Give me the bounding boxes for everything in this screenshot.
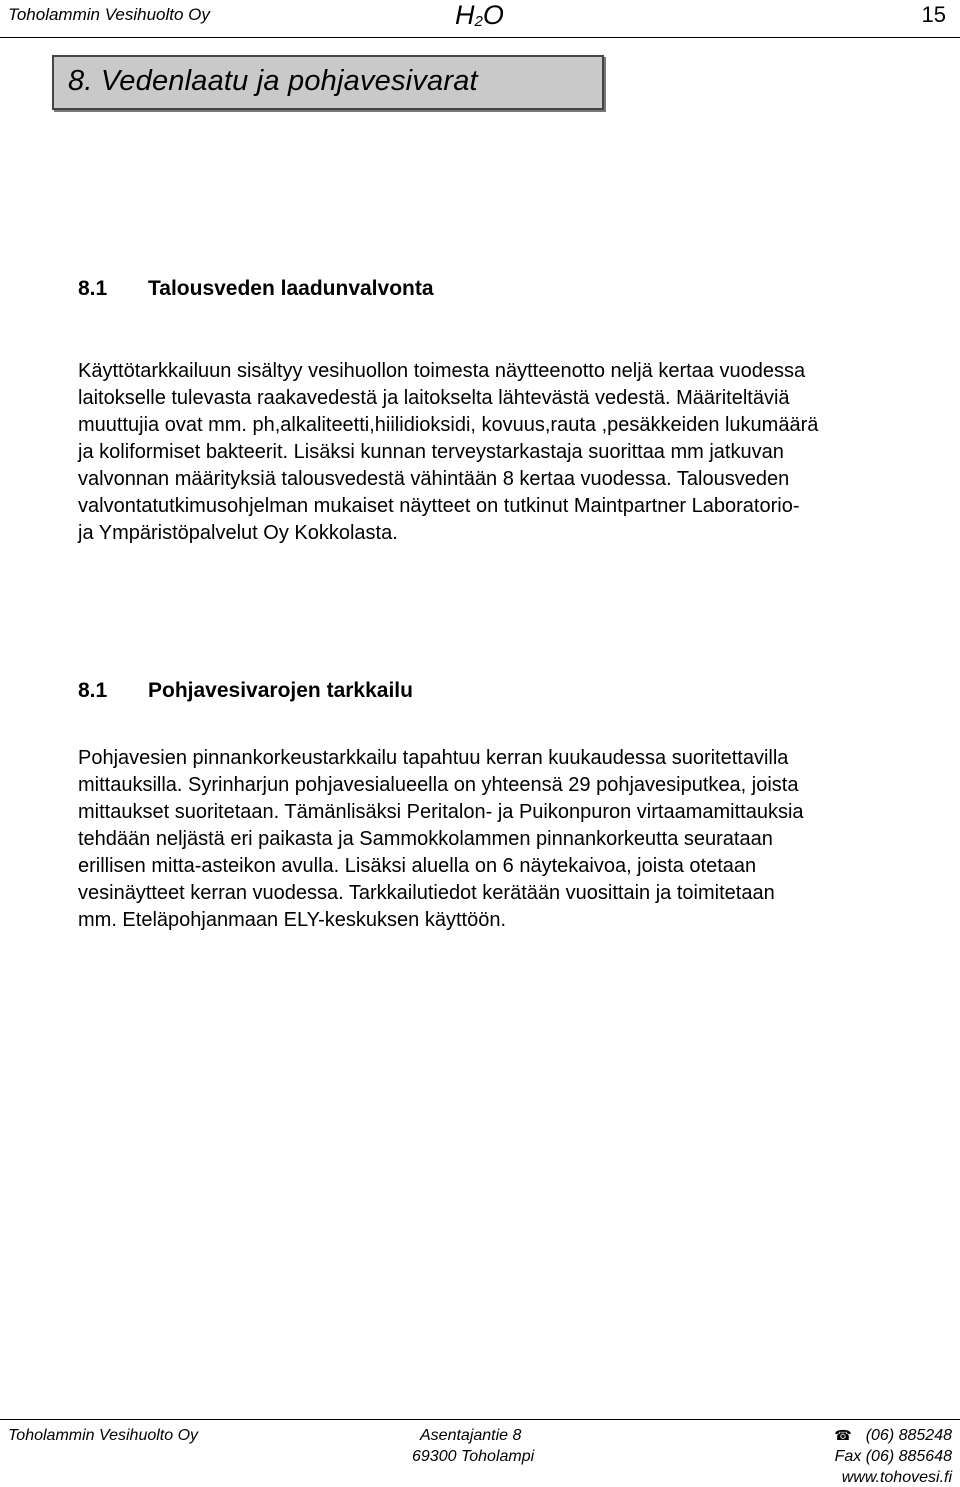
footer-fax: Fax (06) 885648 <box>834 1448 952 1465</box>
phone-icon: ☎ <box>834 1427 852 1443</box>
paragraph-groundwater <box>78 745 942 934</box>
paragraph-line: ja Ympäristöpalvelut Oy Kokkolasta. <box>78 522 398 544</box>
paragraph-line: mm. Eteläpohjanmaan ELY-keskuksen käyttöön. <box>78 909 507 931</box>
chapter-title: 8. Vedenlaatu ja pohjavesivarat <box>68 65 478 97</box>
footer-phone-number: (06) 885248 <box>865 1427 952 1444</box>
formula-o: O <box>482 0 504 30</box>
page-number: 15 <box>921 2 946 27</box>
footer-street: Asentajantie 8 <box>420 1427 522 1444</box>
section-heading-water-quality <box>78 277 434 301</box>
section-number: 8.1 <box>78 277 108 300</box>
section-heading-groundwater <box>78 679 413 703</box>
paragraph-line: ja koliformiset bakteerit. Lisäksi kunnan terveystarkastaja suorittaa mm jatkuvan <box>78 441 784 463</box>
paragraph-line: mittaukset suoritetaan. Tämänlisäksi Peritalon- ja Puikonpuron virtaamamittauksia <box>78 801 804 823</box>
paragraph-line: muuttujia ovat mm. ph,alkaliteetti,hiilidioksidi, kovuus,rauta ,pesäkkeiden lukumäärä <box>78 414 819 436</box>
formula-subscript: 2 <box>474 13 483 30</box>
header-divider <box>0 37 960 38</box>
header-company: Toholammin Vesihuolto Oy <box>8 5 210 24</box>
paragraph-water-quality <box>78 358 942 547</box>
paragraph-line: erillisen mitta-asteikon avulla. Lisäksi aluella on 6 näytekaivoa, joista otetaan <box>78 855 757 877</box>
chapter-title-box <box>52 55 604 110</box>
formula-h: H <box>455 0 475 30</box>
paragraph-line: laitokselle tulevasta raakavedestä ja laitokselta lähtevästä vedestä. Määriteltäviä <box>78 387 790 409</box>
footer-website-link[interactable]: www.tohovesi.fi <box>841 1469 952 1486</box>
paragraph-line: valvonnan määrityksiä talousvedestä vähintään 8 kertaa vuodessa. Talousveden <box>78 468 790 490</box>
section-number: 8.1 <box>78 679 108 702</box>
section-title: Pohjavesivarojen tarkkailu <box>148 679 413 702</box>
footer-company: Toholammin Vesihuolto Oy <box>8 1427 199 1444</box>
paragraph-line: Pohjavesien pinnankorkeustarkkailu tapahtuu kerran kuukaudessa suoritettavilla <box>78 747 789 769</box>
paragraph-line: tehdään neljästä eri paikasta ja Sammokkolammen pinnankorkeutta seurataan <box>78 828 773 850</box>
paragraph-line: vesinäytteet kerran vuodessa. Tarkkailutiedot kerätään vuosittain ja toimitetaan <box>78 882 775 904</box>
header-formula <box>455 0 504 31</box>
footer-divider <box>0 1419 960 1420</box>
footer-phone <box>834 1427 952 1445</box>
section-title: Talousveden laadunvalvonta <box>148 277 434 300</box>
paragraph-line: valvontatutkimusohjelman mukaiset näytteet on tutkinut Maintpartner Laboratorio- <box>78 495 800 517</box>
paragraph-line: mittauksilla. Syrinharjun pohjavesialueella on yhteensä 29 pohjavesiputkea, joista <box>78 774 799 796</box>
paragraph-line: Käyttötarkkailuun sisältyy vesihuollon toimesta näytteenotto neljä kertaa vuodessa <box>78 360 806 382</box>
footer-postal: 69300 Toholampi <box>412 1448 535 1465</box>
